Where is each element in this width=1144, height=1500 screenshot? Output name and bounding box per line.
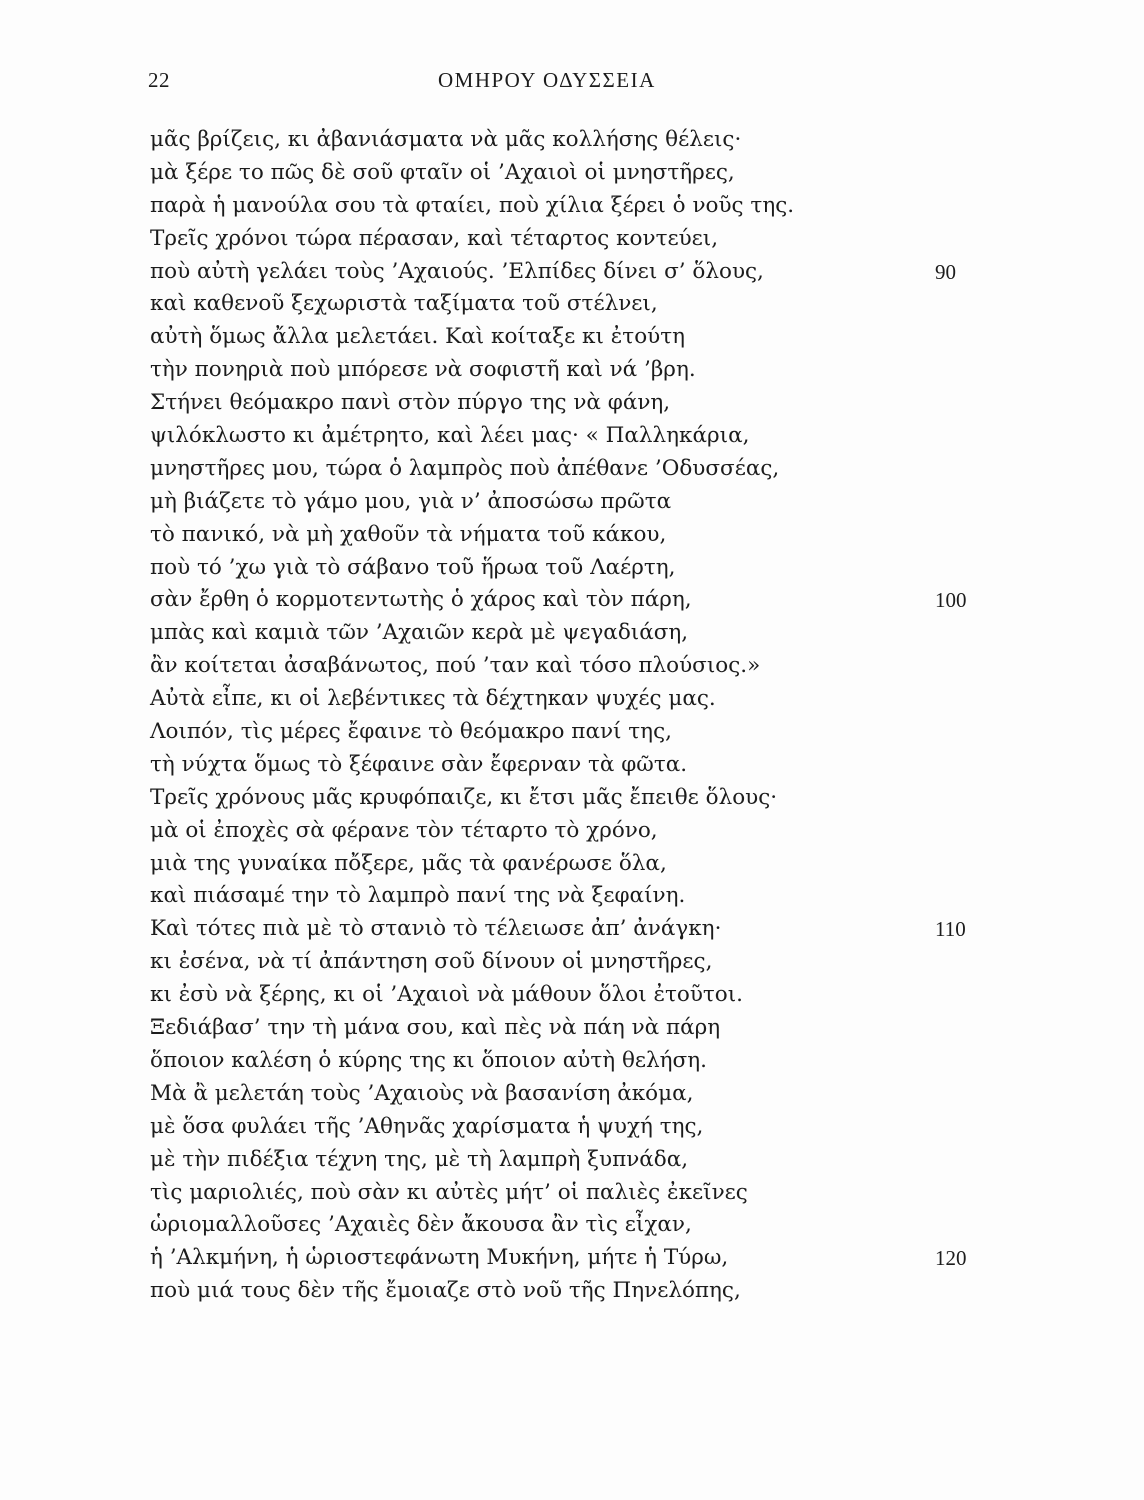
verse-line (150, 584, 990, 617)
line-number: 100 (935, 588, 967, 613)
verse-line (150, 617, 990, 650)
verse-line (150, 683, 990, 716)
verse-line (150, 815, 990, 848)
verse-line (150, 519, 990, 552)
verse-line (150, 782, 990, 815)
line-number: 90 (935, 259, 956, 284)
verse-line-text: μὰ οἱ ἐποχὲς σὰ φέρανε τὸν τέταρτο τὸ χρόνο, (150, 817, 658, 843)
verse-line (150, 552, 990, 585)
verse-line (150, 1275, 990, 1308)
verse-line (150, 354, 990, 387)
verse-line-text: τὴν πονηριὰ ποὺ μπόρεσε νὰ σοφιστῆ καὶ νά ’βρη. (150, 357, 696, 383)
verse-line-text: τὶς μαριολιές, ποὺ σὰν κι αὐτὲς μήτ’ οἱ παλιὲς ἐκεῖνες (150, 1179, 748, 1205)
verse-line-text: ἡ ’Αλκμήνη, ἡ ὡριοστεφάνωτη Μυκήνη, μήτε ἡ Τύρω, (150, 1245, 729, 1271)
verse-line-text: Τρεῖς χρόνοι τώρα πέρασαν, καὶ τέταρτος κοντεύει, (150, 225, 719, 251)
verse-line (150, 913, 990, 946)
verse-line (150, 1111, 990, 1144)
verse-line (150, 946, 990, 979)
verse-line (150, 749, 990, 782)
verse-line-text: μᾶς βρίζεις, κι ἀβανιάσματα νὰ μᾶς κολλήσης θέλεις· (150, 127, 742, 152)
verse-line-text: Στήνει θεόμακρο πανὶ στὸν πύργο της νὰ φάνη, (150, 390, 671, 416)
page-header (148, 68, 988, 98)
line-number: 110 (935, 917, 966, 942)
verse-line (150, 979, 990, 1012)
verse-line-text: τὴ νύχτα ὅμως τὸ ξέφαινε σὰν ἔφερναν τὰ φῶτα. (150, 751, 688, 777)
verse-line-text: καὶ καθενοῦ ξεχωριστὰ ταξίματα τοῦ στέλνει, (150, 291, 658, 317)
running-title: ΟΜΗΡΟΥ ΟΔΥΣΣΕΙΑ (438, 68, 656, 92)
verse-line-text: αὐτὴ ὅμως ἄλλα μελετάει. Καὶ κοίταξε κι ἐτούτη (150, 324, 685, 350)
verse-line-text: σὰν ἔρθη ὁ κορμοτεντωτὴς ὁ χάρος καὶ τὸν πάρη, (150, 587, 692, 613)
verse-line (150, 157, 990, 190)
verse-line (150, 124, 990, 157)
verse-line (150, 1144, 990, 1177)
verse-line-text: ὅποιον καλέση ὁ κύρης της κι ὅποιον αὐτὴ θελήση. (150, 1047, 707, 1073)
verse-line (150, 1045, 990, 1078)
verse-line (150, 288, 990, 321)
verse-line-text: ψιλόκλωστο κι ἀμέτρητο, καὶ λέει μας· « Παλληκάρια, (150, 423, 750, 449)
page-number: 22 (148, 68, 170, 92)
verse-block (150, 124, 990, 1308)
verse-line-text: μὲ τὴν πιδέξια τέχνη της, μὲ τὴ λαμπρὴ ξυπνάδα, (150, 1146, 689, 1172)
verse-line-text: κι ἐσὺ νὰ ξέρης, κι οἱ ’Αχαιοὶ νὰ μάθουν ὅλοι ἐτοῦτοι. (150, 982, 744, 1008)
verse-line-text: μπὰς καὶ καμιὰ τῶν ’Αχαιῶν κερὰ μὲ ψεγαδιάση, (150, 620, 689, 646)
verse-line (150, 321, 990, 354)
verse-line-text: κι ἐσένα, νὰ τί ἀπάντηση σοῦ δίνουν οἱ μνηστῆρες, (150, 949, 713, 975)
verse-line-text: τὸ πανικό, νὰ μὴ χαθοῦν τὰ νήματα τοῦ κάκου, (150, 521, 667, 547)
verse-line (150, 1242, 990, 1275)
verse-line-text: μιὰ της γυναίκα πὄξερε, μᾶς τὰ φανέρωσε ὅλα, (150, 850, 667, 876)
verse-line (150, 223, 990, 256)
verse-line-text: Λοιπόν, τὶς μέρες ἔφαινε τὸ θεόμακρο πανί της, (150, 719, 672, 745)
verse-line-text: ἂν κοίτεται ἀσαβάνωτος, πού ’ταν καὶ τόσο πλούσιος.» (150, 653, 761, 679)
verse-line (150, 420, 990, 453)
verse-line-text: Μὰ ἂ μελετάη τοὺς ’Αχαιοὺς νὰ βασανίση ἀκόμα, (150, 1080, 694, 1106)
verse-line (150, 256, 990, 289)
verse-line (150, 190, 990, 223)
verse-line (150, 716, 990, 749)
verse-line (150, 453, 990, 486)
verse-line (150, 650, 990, 683)
verse-line (150, 848, 990, 881)
verse-line-text: ποὺ μιά τους δὲν τῆς ἔμοιαζε στὸ νοῦ τῆς Πηνελόπης, (150, 1278, 741, 1304)
verse-line (150, 387, 990, 420)
verse-line-text: Καὶ τότες πιὰ μὲ τὸ στανιὸ τὸ τέλειωσε ἀπ’ ἀνάγκη· (150, 916, 722, 942)
verse-line-text: μνηστῆρες μου, τώρα ὁ λαμπρὸς ποὺ ἀπέθανε ’Οδυσσέας, (150, 455, 780, 481)
verse-line-text: καὶ πιάσαμέ την τὸ λαμπρὸ πανί της νὰ ξεφαίνη. (150, 883, 686, 909)
verse-line (150, 1078, 990, 1111)
verse-line-text: Ξεδιάβασ’ την τὴ μάνα σου, καὶ πὲς νὰ πάη νὰ πάρη (150, 1015, 721, 1041)
verse-line-text: μὰ ξέρε το πῶς δὲ σοῦ φταῖν οἱ ’Αχαιοὶ οἱ μνηστῆρες, (150, 159, 735, 185)
verse-line-text: ποὺ τό ’χω γιὰ τὸ σάβανο τοῦ ἥρωα τοῦ Λαέρτη, (150, 554, 676, 580)
verse-line-text: Τρεῖς χρόνους μᾶς κρυφόπαιζε, κι ἔτσι μᾶς ἔπειθε ὅλους· (150, 784, 778, 810)
verse-line-text: μὲ ὅσα φυλάει τῆς ’Αθηνᾶς χαρίσματα ἡ ψυχή της, (150, 1113, 704, 1139)
verse-line-text: μὴ βιάζετε τὸ γάμο μου, γιὰ ν’ ἀποσώσω πρῶτα (150, 488, 672, 514)
verse-line (150, 486, 990, 519)
verse-line (150, 1012, 990, 1045)
verse-line-text: ὡριομαλλοῦσες ’Αχαιὲς δὲν ἄκουσα ἂν τὶς εἶχαν, (150, 1212, 692, 1238)
verse-line (150, 1177, 990, 1210)
verse-line (150, 1209, 990, 1242)
verse-line-text: παρὰ ἡ μανούλα σου τὰ φταίει, ποὺ χίλια ξέρει ὁ νοῦς της. (150, 192, 795, 218)
verse-line-text: Αὐτὰ εἶπε, κι οἱ λεβέντικες τὰ δέχτηκαν ψυχές μας. (150, 686, 716, 712)
verse-line-text: ποὺ αὐτὴ γελάει τοὺς ’Αχαιούς. ’Ελπίδες δίνει σ’ ὅλους, (150, 258, 764, 284)
line-number: 120 (935, 1246, 967, 1271)
verse-line (150, 880, 990, 913)
